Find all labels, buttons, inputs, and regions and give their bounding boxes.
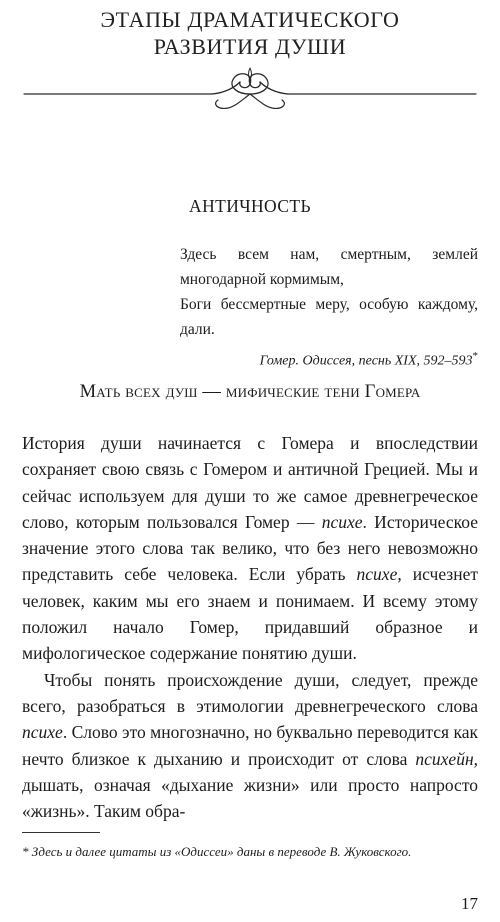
p1-text-a: История души начинается с Гомера и впоследствии сохраняет свою связь с Гомером и античной Грецией. Мы и сейчас используем для души то же самое древнегреческое слово, которым пользовался Гомер —: [22, 433, 478, 532]
p1-text-c: исчезнет человек, каким мы его знаем и понимаем. И всему этому положил начало Гомер, придавший образное и мифологическое содержание понятию души.: [22, 564, 478, 664]
ornament-divider-icon: [22, 64, 478, 118]
chapter-title: [0, 6, 500, 60]
epigraph-source: [180, 344, 478, 374]
p2-text-b: . Слово это многозначно, но буквально переводится как нечто близкое к дыханию и происходит от слова: [22, 722, 478, 769]
epigraph-line1: Здесь всем нам, смертным, землей многодарной кормимым,: [180, 246, 478, 288]
p1-psyche-2: психе,: [356, 564, 402, 585]
p2-text-a: Чтобы понять происхождение души, следует, прежде всего, разобраться в этимологии древнегреческого слова: [22, 669, 478, 716]
p1-text-b: . Историческое значение этого слова так велико, что без него невозможно представить себе человека. Если убрать: [22, 511, 478, 585]
footnote-divider: [22, 832, 100, 833]
epigraph-line2: Боги бессмертные меру, особую каждому, дали.: [180, 296, 478, 338]
chapter-title-line1: ЭТАПЫ ДРАМАТИЧЕСКОГО: [100, 7, 400, 32]
epigraph-source-text: Гомер. Одиссея, песнь XIX, 592–593: [259, 353, 473, 369]
p1-psyche-1: психе: [321, 511, 363, 532]
footnote-mark: *: [472, 350, 478, 362]
body-paragraph-2: [22, 667, 478, 825]
page-number: 17: [461, 894, 478, 913]
section-title: АНТИЧНОСТЬ: [189, 196, 311, 216]
p2-psyche: психе: [22, 722, 63, 743]
chapter-title-line2: РАЗВИТИЯ ДУШИ: [153, 34, 347, 59]
subsection-title: Мать всех душ — мифические тени Гомера: [79, 382, 421, 402]
p2-text-c: дышать, означая «дыхание жизни» или просто напросто «жизнь». Таким обра-: [22, 774, 478, 822]
footnote: * Здесь и далее цитаты из «Одиссеи» даны в переводе В. Жуковского.: [22, 844, 412, 859]
body-text: [22, 430, 478, 824]
body-paragraph-1: [22, 430, 478, 667]
p2-psychein: психейн,: [415, 748, 478, 769]
epigraph: [180, 242, 478, 374]
